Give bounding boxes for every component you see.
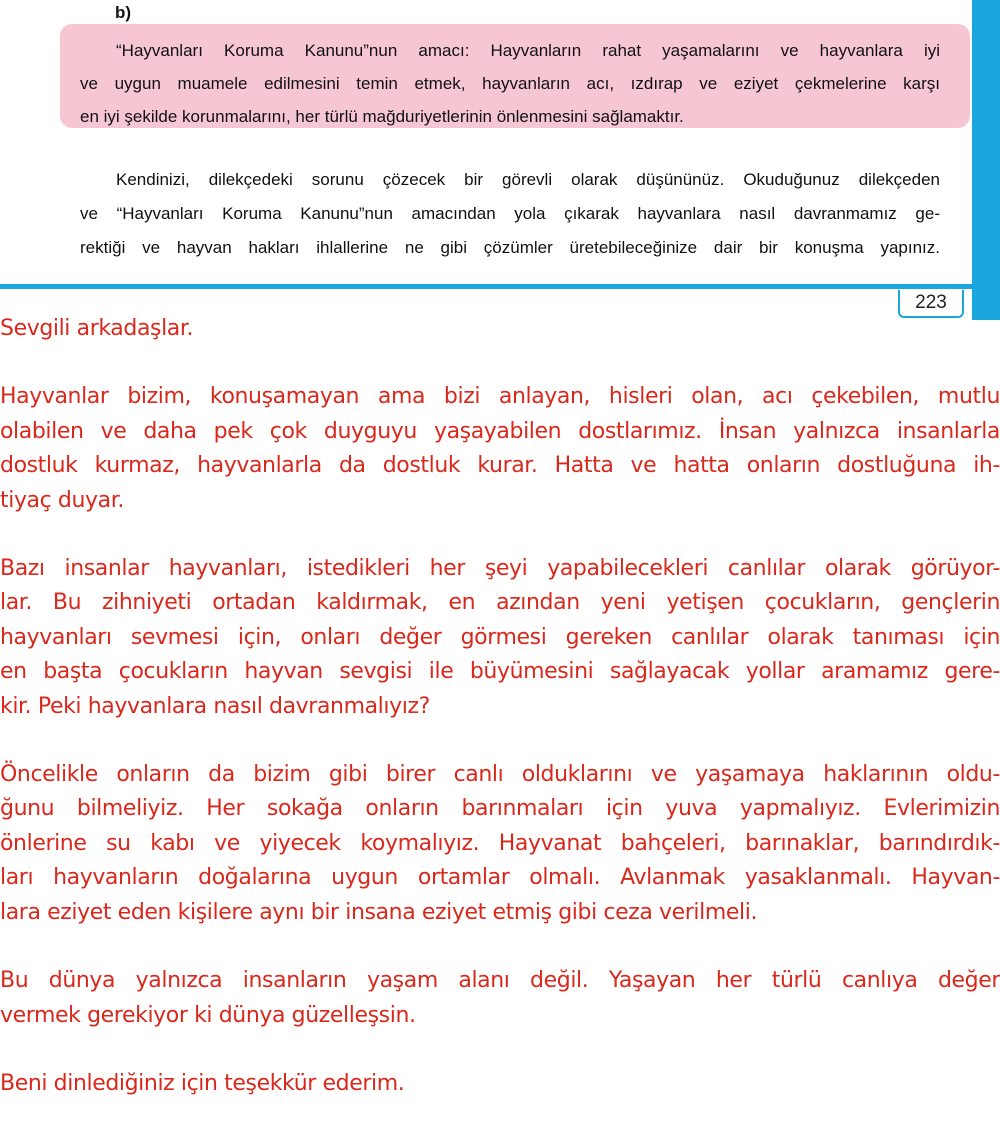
quote-line: “Hayvanları Koruma Kanunu”nun amacı: Hayvanların rahat yaşamalarını ve hayvanlara iyi [116, 41, 940, 60]
speech-closing [0, 1067, 1000, 1101]
page-side-bar [972, 0, 1000, 320]
law-quote-text [80, 34, 940, 133]
speech-line: Öncelikle onların da bizim gibi birer canlı olduklarını ve yaşamaya haklarının oldu- [0, 762, 1000, 788]
speech-line: ğunu bilmeliyiz. Her sokağa onların barınmaları için yuva yapmalıyız. Evlerimizin [0, 796, 1000, 822]
speech-paragraph-4 [0, 964, 1000, 1033]
speech-line: önlerine su kabı ve yiyecek koymalıyız. Hayvanat bahçeleri, barınaklar, barındırdık- [0, 830, 1000, 856]
page-number: 223 [898, 290, 964, 318]
speech-paragraph-2 [0, 552, 1000, 724]
task-line: Kendinizi, dilekçedeki sorunu çözecek bir görevli olarak düşününüz. Okuduğunuz dilekçeden [116, 170, 940, 189]
speech-paragraph-3 [0, 758, 1000, 930]
speech-paragraph-1 [0, 380, 1000, 518]
speech-line: olabilen ve daha pek çok duyguyu yaşayabilen dostlarımız. İnsan yalnızca insanlarla [0, 418, 1000, 444]
speech-line: kir. Peki hayvanlara nasıl davranmalıyız? [0, 693, 430, 719]
quote-line: en iyi şekilde korunmalarını, her türlü mağduriyetlerinin önlenmesini sağlamaktır. [80, 107, 684, 126]
speech-line: Sevgili arkadaşlar. [0, 316, 194, 341]
speech-line: vermek gerekiyor ki dünya güzelleşsin. [0, 1002, 416, 1028]
speech-answer [0, 312, 1000, 1101]
speech-line: dostluk kurmaz, hayvanlarla da dostluk kurar. Hatta ve hatta onların dostluğuna ih- [0, 453, 1000, 479]
task-line: ve “Hayvanları Koruma Kanunu”nun amacından yola çıkarak hayvanlara nasıl davranmamız ge- [80, 204, 940, 223]
page-bottom-rule [0, 284, 972, 289]
speech-line: lar. Bu zihniyeti ortadan kaldırmak, en azından yeni yetişen çocukların, gençlerin [0, 590, 1000, 616]
speech-line: tiyaç duyar. [0, 487, 124, 513]
speech-line: Bazı insanlar hayvanları, istedikleri her şeyi yapabilecekleri canlılar olarak görüyor- [0, 556, 1000, 582]
speech-line: Beni dinlediğiniz için teşekkür ederim. [0, 1070, 405, 1096]
speech-line: Hayvanlar bizim, konuşamayan ama bizi anlayan, hisleri olan, acı çekebilen, mutlu [0, 384, 1000, 410]
task-instructions [80, 163, 940, 265]
speech-line: lara eziyet eden kişilere aynı bir insana eziyet etmiş gibi ceza verilmeli. [0, 899, 758, 925]
speech-greeting [0, 312, 1000, 346]
quote-line: ve uygun muamele edilmesini temin etmek, hayvanların acı, ızdırap ve eziyet çekmelerine karşı [80, 74, 940, 93]
speech-line: hayvanları sevmesi için, onları değer görmesi gereken canlılar olarak tanıması için [0, 624, 1000, 650]
speech-line: ları hayvanların doğalarına uygun ortamlar olmalı. Avlanmak yasaklanmalı. Hayvan- [0, 865, 1000, 891]
textbook-excerpt [0, 0, 1000, 320]
speech-line: Bu dünya yalnızca insanların yaşam alanı değil. Yaşayan her türlü canlıya değer [0, 968, 1000, 994]
part-label: b) [115, 3, 132, 22]
task-line: rektiği ve hayvan hakları ihlallerine ne gibi çözümler üretebileceğinize dair bir konuşma yapınız. [80, 238, 940, 257]
speech-line: en başta çocukların hayvan sevgisi ile büyümesini sağlayacak yollar aramamız gere- [0, 659, 1000, 685]
